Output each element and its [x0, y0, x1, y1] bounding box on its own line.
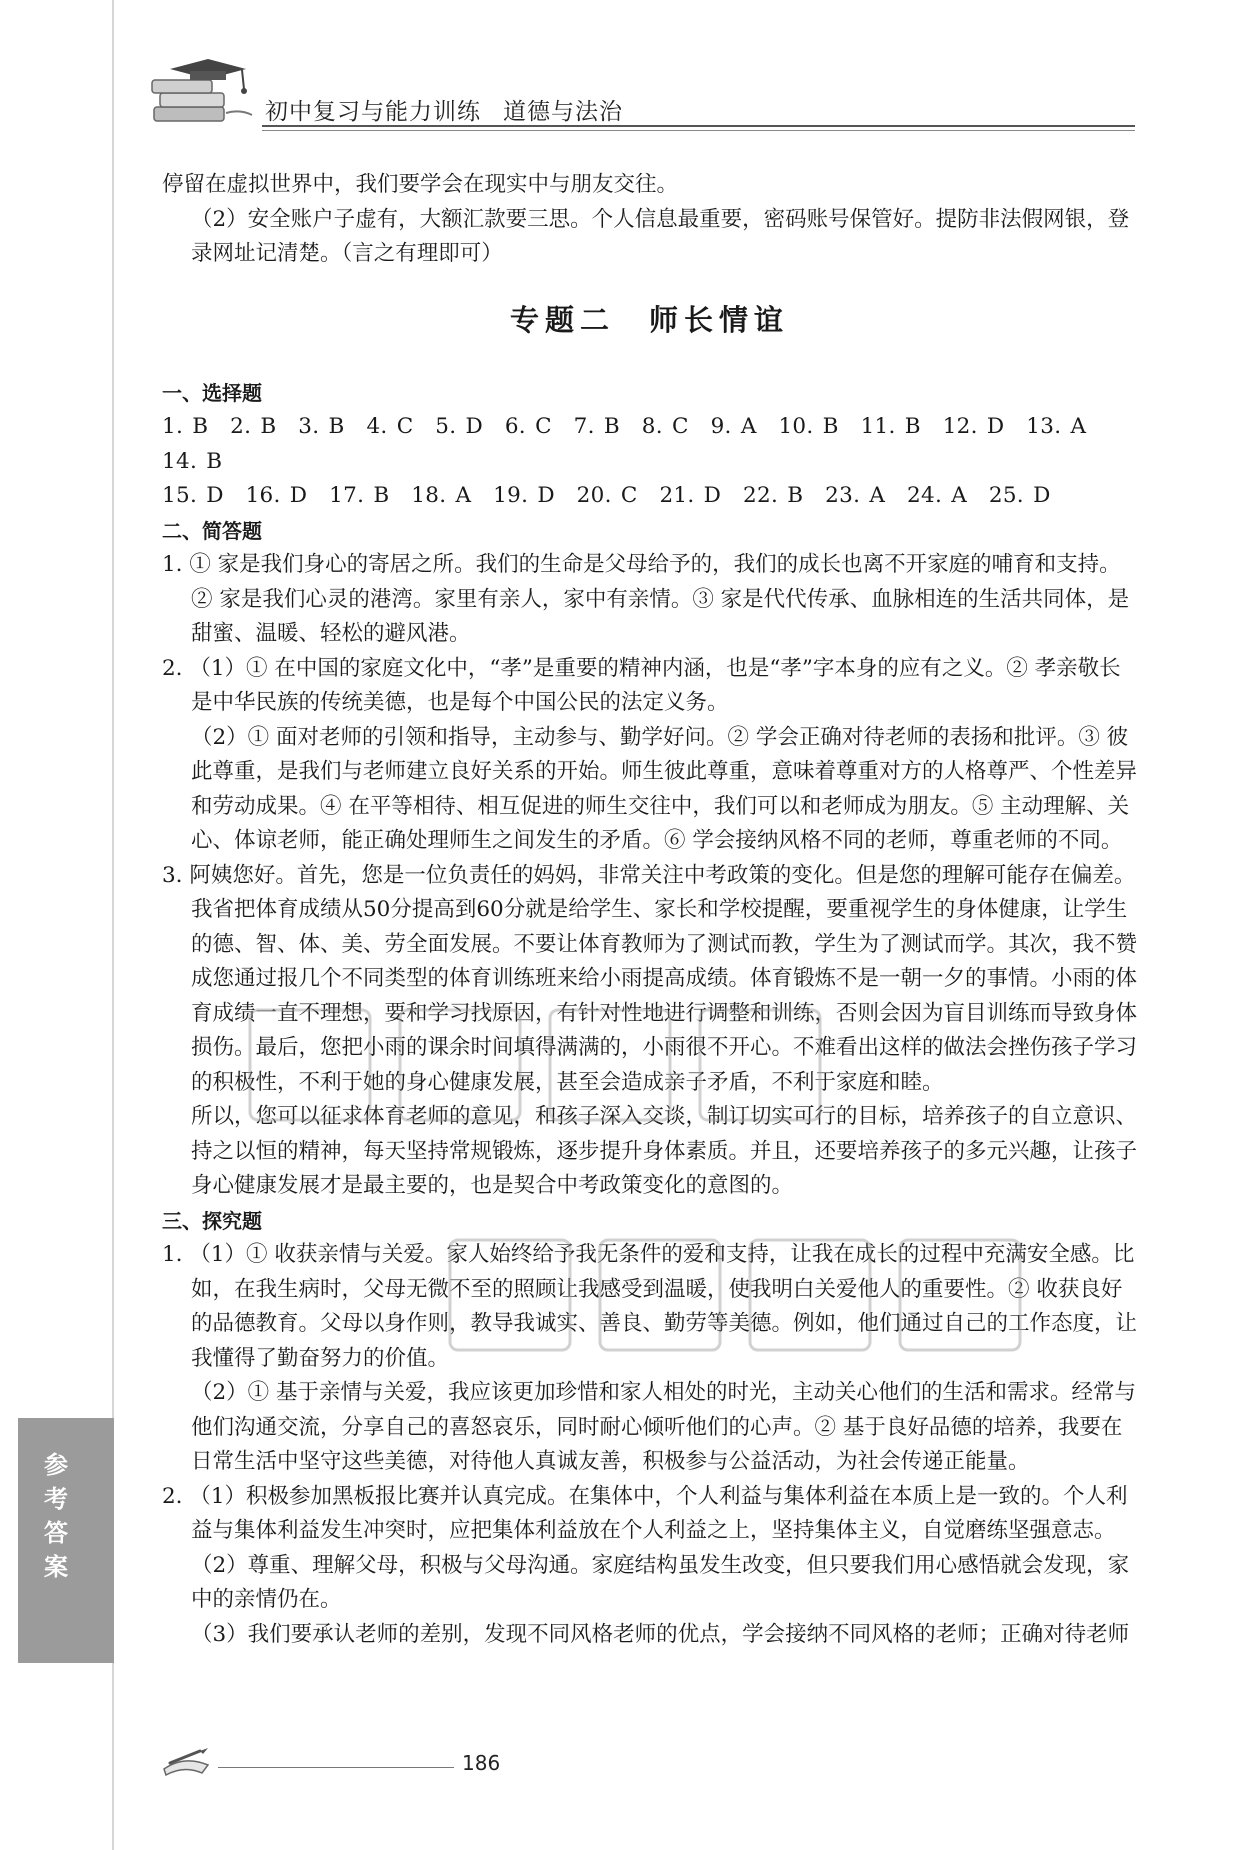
- choice-answers-line: 15. D 16. D 17. B 18. A 19. D 20. C 21. D 22. B 23. A 24. A 25. D: [162, 483, 1051, 508]
- answer-item: （2）① 基于亲情与关爱，我应该更加珍惜和家人相处的时光，主动关心他们的生活和需求。经常与他们沟通交流，分享自己的喜怒哀乐，同时耐心倾听他们的心声。② 基于良好品德的培养，我要在日常生活中坚守这些美德，对待他人真诚友善，积极参与公益活动，为社会传递正能量。: [191, 1380, 1137, 1474]
- answer-item: 所以，您可以征求体育老师的意见，和孩子深入交谈，制订切实可行的目标，培养孩子的自立意识、持之以恒的精神，每天坚持常规锻炼，逐步提升身体素质。并且，还要培养孩子的多元兴趣，让孩子身心健康发展才是最主要的，也是契合中考政策变化的意图的。: [191, 1104, 1138, 1198]
- explore-heading: 三、探究题: [162, 1208, 262, 1233]
- header-rule-thin: [262, 130, 1135, 131]
- paragraph: 停留在虚拟世界中，我们要学会在现实中与朋友交往。: [162, 172, 679, 197]
- side-tab-label: 参考答案: [44, 1451, 68, 1581]
- books-graduation-cap-icon: [150, 55, 262, 133]
- header-rule: [262, 125, 1135, 127]
- answer-item: 2. （1）积极参加黑板报比赛并认真完成。在集体中，个人利益与集体利益在本质上是一致的。个人利益与集体利益发生冲突时，应把集体利益放在个人利益之上，坚持集体主义，自觉磨练坚强意志。: [162, 1483, 1128, 1543]
- header-title: [265, 93, 623, 126]
- answer-item: 1. （1）① 收获亲情与关爱。家人始终给予我无条件的爱和支持，让我在成长的过程中充满安全感。比如，在我生病时，父母无微不至的照顾让我感受到温暖，使我明白关爱他人的重要性。② 收获良好的品德教育。父母以身作则，教导我诚实、善良、勤劳等美德。例如，他们通过自己的工作态度，让我懂得了勤奋努力的价值。: [162, 1242, 1138, 1371]
- page-number: 186: [462, 1751, 501, 1775]
- section-name: 师长情谊: [649, 302, 790, 337]
- paragraph: （2）安全账户子虚有，大额汇款要三思。个人信息最重要，密码账号保管好。提防非法假网银，登录网址记清楚。（言之有理即可）: [191, 206, 1130, 266]
- subject-title: 道德与法治: [503, 99, 623, 125]
- section-label: 专题二: [509, 302, 615, 337]
- side-tab: [18, 1418, 114, 1663]
- answer-content: [162, 168, 1137, 1652]
- answer-item: 1. ① 家是我们身心的寄居之所。我们的生命是父母给予的，我们的成长也离不开家庭的哺育和支持。② 家是我们心灵的港湾。家里有亲人，家中有亲情。③ 家是代代传承、血脉相连的生活共同体，是甜蜜、温暖、轻松的避风港。: [162, 552, 1130, 646]
- choice-heading: 一、选择题: [162, 380, 262, 405]
- answer-item: （2）尊重、理解父母，积极与父母沟通。家庭结构虽发生改变，但只要我们用心感悟就会发现，家中的亲情仍在。: [191, 1552, 1130, 1612]
- section-title: [162, 300, 1137, 340]
- page-footer: [160, 1745, 540, 1785]
- page-header: [150, 55, 1135, 135]
- short-answer-heading: 二、简答题: [162, 518, 262, 543]
- answer-item: 2. （1）① 在中国的家庭文化中，“孝”是重要的精神内涵，也是“孝”字本身的应有之义。② 孝亲敬长是中华民族的传统美德，也是每个中国公民的法定义务。: [162, 655, 1121, 715]
- footer-rule: [218, 1767, 454, 1768]
- answer-item: （2）① 面对老师的引领和指导，主动参与、勤学好问。② 学会正确对待老师的表扬和批评。③ 彼此尊重，是我们与老师建立良好关系的开始。师生彼此尊重，意味着尊重对方的人格尊严、个性差异和劳动成果。④ 在平等相待、相互促进的师生交往中，我们可以和老师成为朋友。⑤ 主动理解、关心、体谅老师，能正确处理师生之间发生的矛盾。⑥ 学会接纳风格不同的老师，尊重老师的不同。: [191, 724, 1138, 853]
- answer-item: （3）我们要承认老师的差别，发现不同风格老师的优点，学会接纳不同风格的老师；正确对待老师: [191, 1621, 1130, 1647]
- book-title: 初中复习与能力训练: [265, 99, 481, 125]
- answer-item: 3. 阿姨您好。首先，您是一位负责任的妈妈，非常关注中考政策的变化。但是您的理解可能存在偏差。我省把体育成绩从50分提高到60分就是给学生、家长和学校提醒，要重视学生的身体健康，让学生的德、智、体、美、劳全面发展。不要让体育教师为了测试而教，学生为了测试而学。其次，我不赞成您通过报几个不同类型的体育训练班来给小雨提高成绩。体育锻炼不是一朝一夕的事情。小雨的体育成绩一直不理想，要和学习找原因，有针对性地进行调整和训练，否则会因为盲目训练而导致身体损伤。最后，您把小雨的课余时间填得满满的，小雨很不开心。不难看出这样的做法会挫伤孩子学习的积极性，不利于她的身心健康发展，甚至会造成亲子矛盾，不利于家庭和睦。: [162, 862, 1138, 1095]
- choice-answers-line: 1. B 2. B 3. B 4. C 5. D 6. C 7. B 8. C 9. A 10. B 11. B 12. D 13. A 14. B: [162, 414, 1109, 474]
- pen-book-icon: [160, 1745, 216, 1779]
